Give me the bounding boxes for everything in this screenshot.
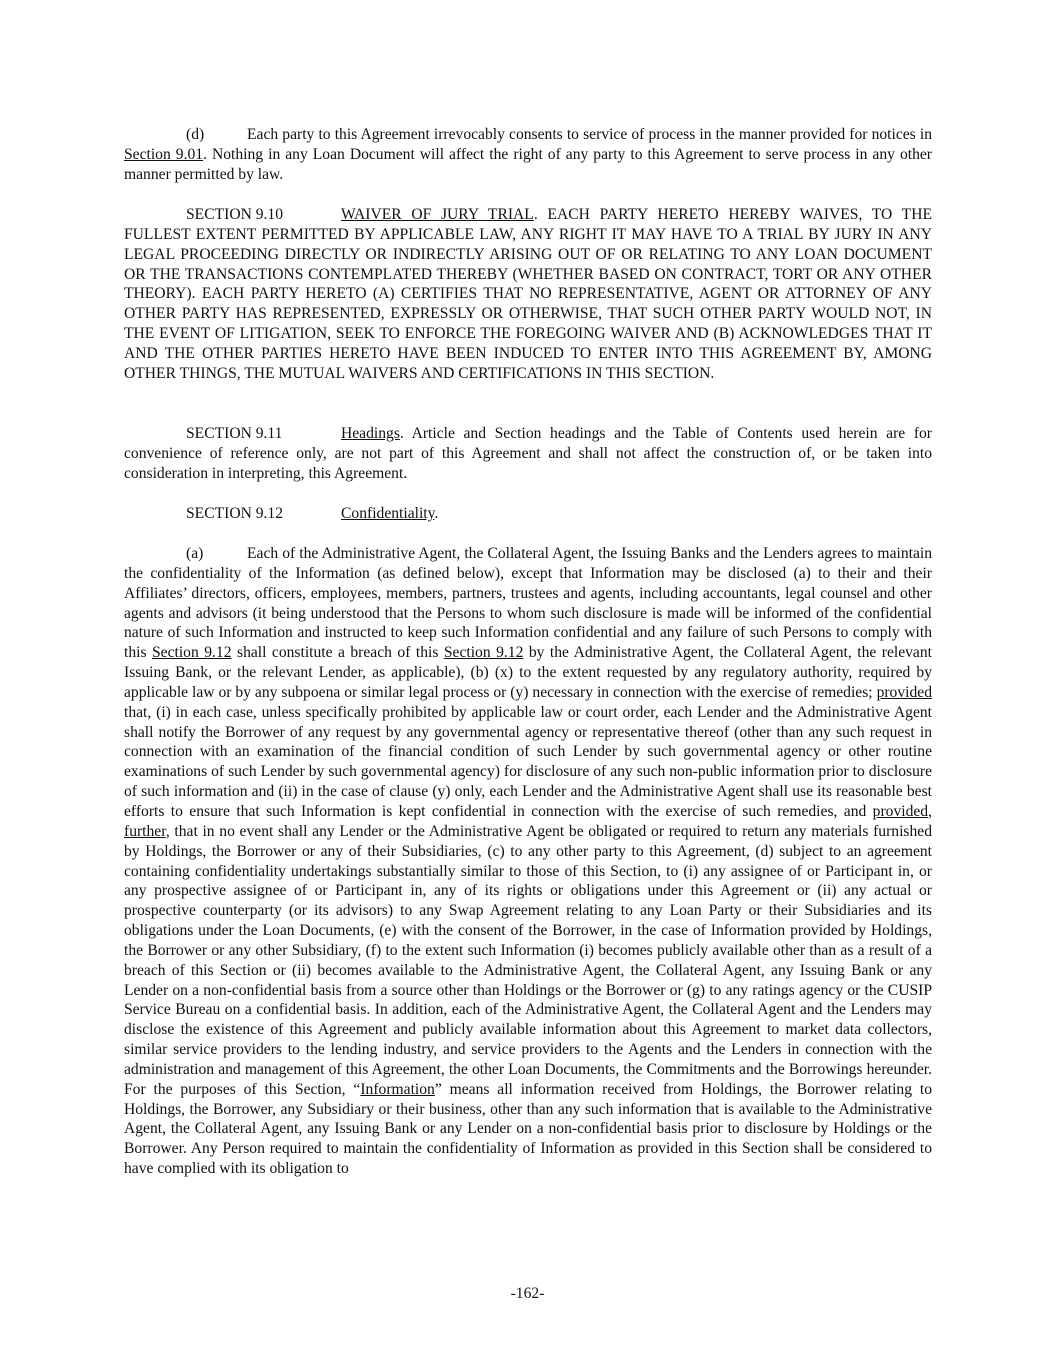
page-number: -162- bbox=[510, 1285, 545, 1302]
paragraph-d-text-1: Each party to this Agreement irrevocably consents to service of process in the manner provided for notices in bbox=[247, 126, 932, 143]
section-9-11 bbox=[124, 424, 932, 484]
section-9-10-number: SECTION 9.10 bbox=[186, 206, 284, 223]
paragraph-a-text-3: by the Administrative Agent, the Collateral Agent, the relevant Issuing Bank, or the relevant Lender, as applicable), (b) (x) to the extent requested by any regulatory authority, required by applicable law or by any subpoena or similar legal process or (y) necessary in connection with the exercise of remedies; bbox=[124, 644, 932, 701]
provided-further-separator: , bbox=[928, 802, 932, 820]
section-9-12-reference-2: Section 9.12 bbox=[443, 644, 524, 662]
paragraph-d-label: (d) bbox=[186, 126, 205, 143]
paragraph-a-text-5: , that in no event shall any Lender or the Administrative Agent be obligated or required to return any materials furnished by Holdings, the Borrower or any of their Subsidiaries, (c) to any other party to this Agreement, (d) subject to an agreement containing confidentiality undertakings substantially similar to those of this Section, to (i) any assignee of or Participant in, or any prospective assignee of or Participant in, any of its rights or obligations under this Agreement or (ii) any actual or prospective counterparty (or its advisors) to any Swap Agreement relating to any Loan Party or their Subsidiaries and its obligations under the Loan Documents, (e) with the consent of the Borrower, in the case of Information provided by Holdings, the Borrower or any other Subsidiary, (f) to the extent such Information (i) becomes publicly available other than as a result of a breach of this Section or (ii) becomes available to the Administrative Agent, the Collateral Agent, any Issuing Bank or any Lender on a non-confidential basis from a source other than Holdings or the Borrower or (g) to any ratings agency or the CUSIP Service Bureau on a confidential basis. In addition, each of the Administrative Agent, the Collateral Agent and the Lenders may disclose the existence of this Agreement and publicly available information about this Agreement to market data collectors, similar service providers to the lending industry, and service providers to the Agents and the Lenders in connection with the administration and management of this Agreement, the other Loan Documents, the Commitments and the Borrowings hereunder. For the purposes of this Section, “ bbox=[124, 822, 932, 1098]
section-9-12-heading-line bbox=[124, 504, 932, 524]
section-9-10-heading: WAIVER OF JURY TRIAL bbox=[341, 206, 534, 223]
paragraph-a bbox=[124, 544, 932, 1179]
section-9-12-heading: Confidentiality bbox=[341, 505, 435, 522]
provided-term-2: provided bbox=[872, 802, 929, 820]
paragraph-a-text-4: that, (i) in each case, unless specifically prohibited by applicable law or court order, each Lender and the Administrative Agent shall notify the Borrower of any request by any governmental agency or representative thereof (other than any such request in connection with an examination of the financial condition of such Lender by such governmental agency or other routine examinations of such Lender by such governmental agency) for disclosure of any such non-public information prior to disclosure of such information and (ii) in the case of clause (y) only, each Lender and the Administrative Agent shall use its reasonable best efforts to ensure that such Information is kept confidential in connection with the exercise of such remedies, and bbox=[124, 703, 932, 820]
section-9-11-heading: Headings bbox=[341, 425, 400, 442]
section-9-12-number: SECTION 9.12 bbox=[186, 505, 284, 522]
provided-term-1: provided bbox=[876, 683, 932, 701]
paragraph-a-text-1: Each of the Administrative Agent, the Collateral Agent, the Issuing Banks and the Lenders agrees to maintain the confidentiality of the Information (as defined below), except that Information may be disclosed (a) to their and their Affiliates’ directors, officers, employees, members, partners, trustees and agents, including accountants, legal counsel and other agents and advisors (it being understood that the Persons to whom such disclosure is made will be informed of the confidential nature of such Information and instructed to keep such Information confidential and any failure of such Persons to comply with this bbox=[124, 545, 932, 662]
paragraph-a-label: (a) bbox=[186, 545, 204, 562]
paragraph-d-text-2: . Nothing in any Loan Document will affect the right of any party to this Agreement to serve process in any other manner permitted by law. bbox=[124, 145, 932, 183]
section-9-11-body: . Article and Section headings and the Table of Contents used herein are for convenience of reference only, are not part of this Agreement and shall not affect the construction of, or be taken into consideration in interpreting, this Agreement. bbox=[124, 425, 932, 482]
section-9-11-number: SECTION 9.11 bbox=[186, 425, 283, 442]
section-9-10 bbox=[124, 205, 932, 384]
section-9-01-reference: Section 9.01 bbox=[124, 145, 204, 163]
section-9-12-period: . bbox=[434, 505, 439, 522]
paragraph-d bbox=[124, 125, 932, 185]
section-9-12-reference-1: Section 9.12 bbox=[152, 644, 232, 662]
information-defined-term: Information bbox=[360, 1080, 435, 1098]
further-term: further bbox=[124, 822, 166, 840]
paragraph-a-text-6: ” means all information received from Holdings, the Borrower relating to Holdings, the Borrower, any Subsidiary or their business, other than any such information that is available to the Administrative Agent, the Collateral Agent, any Issuing Bank or any Lender on a non-confidential basis prior to disclosure by Holdings or the Borrower. Any Person required to maintain the confidentiality of Information as provided in this Section shall be considered to have complied with its obligation to bbox=[124, 1080, 932, 1178]
paragraph-a-text-2: shall constitute a breach of this bbox=[231, 644, 444, 662]
section-9-10-body: . EACH PARTY HERETO HEREBY WAIVES, TO THE FULLEST EXTENT PERMITTED BY APPLICABLE LAW, ANY RIGHT IT MAY HAVE TO A TRIAL BY JURY IN ANY LEGAL PROCEEDING DIRECTLY OR INDIRECTLY ARISING OUT OF OR RELATING TO ANY LOAN DOCUMENT OR THE TRANSACTIONS CONTEMPLATED THEREBY (WHETHER BASED ON CONTRACT, TORT OR ANY OTHER THEORY). EACH PARTY HERETO (A) CERTIFIES THAT NO REPRESENTATIVE, AGENT OR ATTORNEY OF ANY OTHER PARTY HAS REPRESENTED, EXPRESSLY OR OTHERWISE, THAT SUCH OTHER PARTY WOULD NOT, IN THE EVENT OF LITIGATION, SEEK TO ENFORCE THE FOREGOING WAIVER AND (B) ACKNOWLEDGES THAT IT AND THE OTHER PARTIES HERETO HAVE BEEN INDUCED TO ENTER INTO THIS AGREEMENT BY, AMONG OTHER THINGS, THE MUTUAL WAIVERS AND CERTIFICATIONS IN THIS SECTION. bbox=[124, 206, 932, 382]
